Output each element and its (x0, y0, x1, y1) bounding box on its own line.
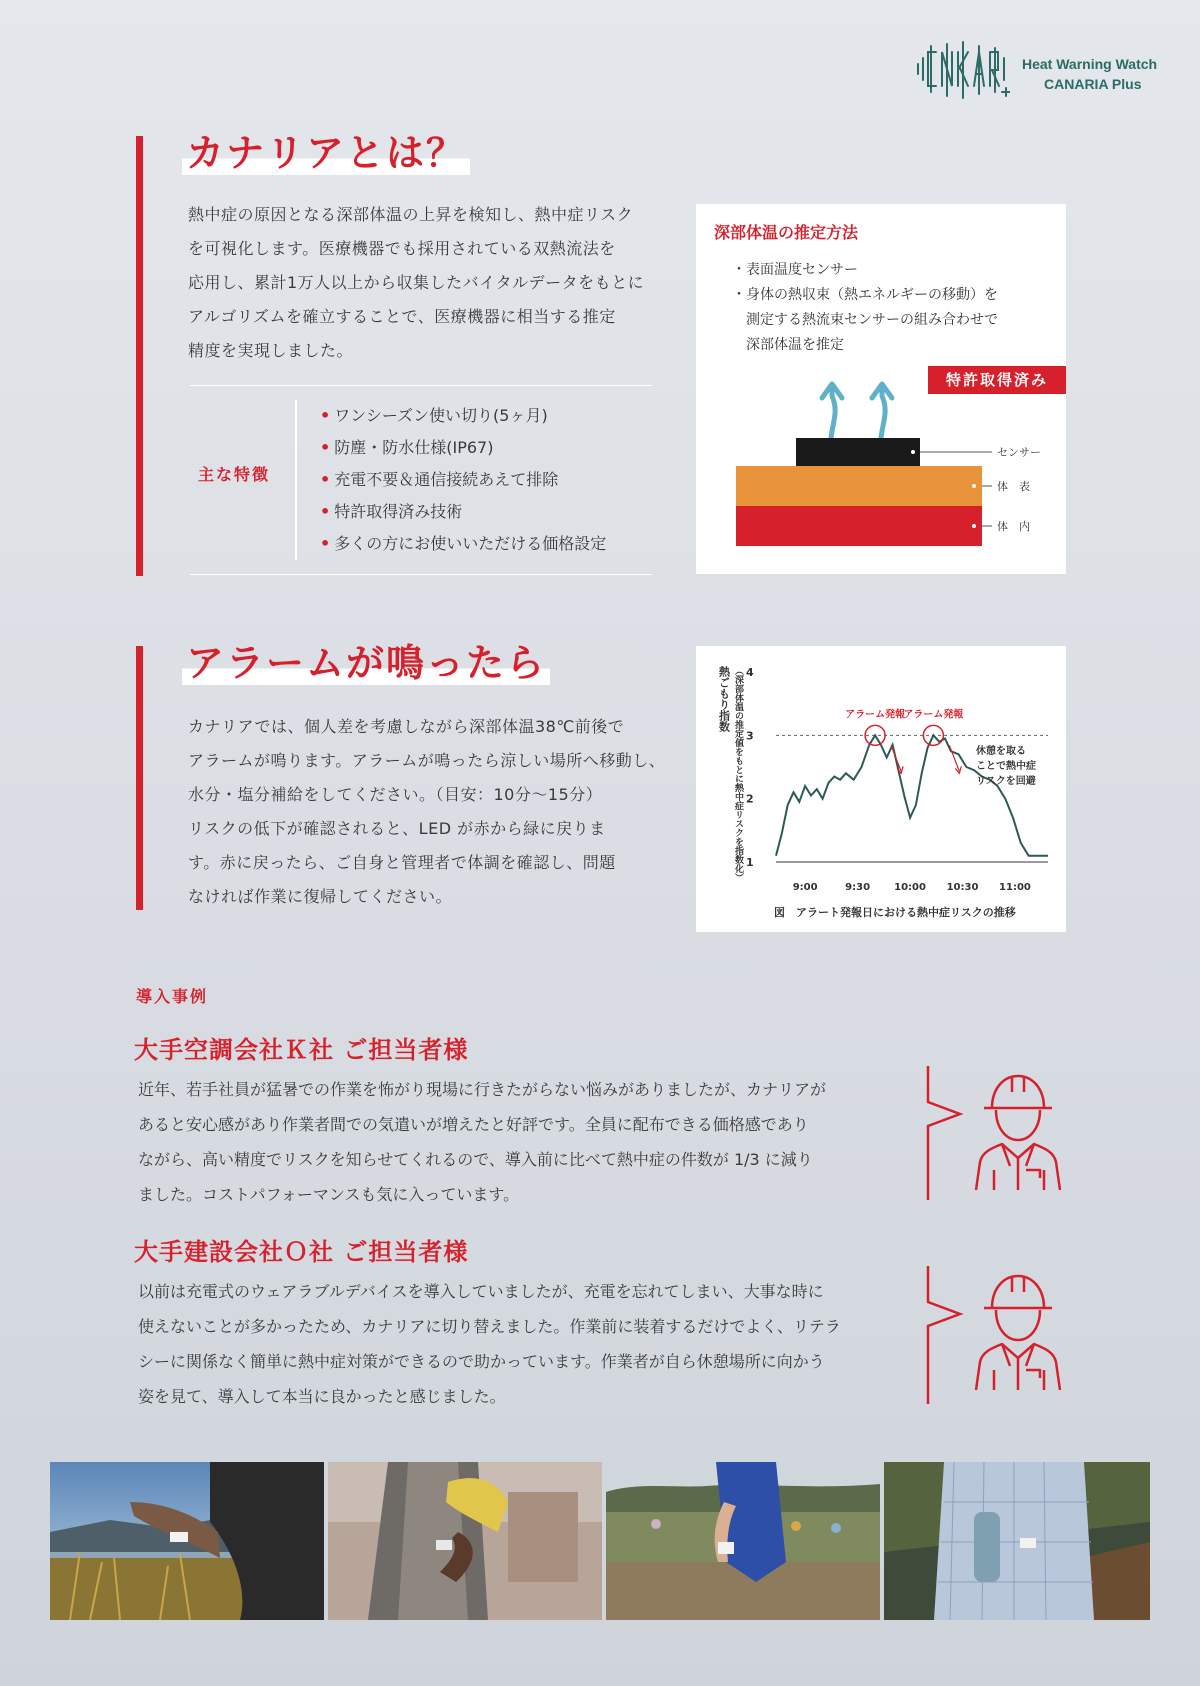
case1-line: あると安心感があり作業者間での気遣いが増えたと好評です。全員に配布できる価格感であり (138, 1115, 809, 1134)
section1-accent-bar (136, 136, 143, 576)
sensor-block (796, 438, 920, 466)
case2-text (138, 1274, 841, 1414)
estimation-method-panel (696, 204, 1066, 574)
panel1-list-item: ・身体の熱収束（熱エネルギーの移動）を (732, 287, 998, 303)
section2-line: リスクの低下が確認されると、LED が赤から緑に戻りま (188, 819, 606, 838)
feature-item: • 防塵・防水仕様(IP67) (320, 438, 494, 457)
risk-chart (696, 646, 1066, 932)
panel1-title: 深部体温の推定方法 (714, 223, 859, 242)
panel1-list-item: 測定する熱流束センサーの組み合わせで (732, 312, 998, 328)
section1-line: 熱中症の原因となる深部体温の上昇を検知し、熱中症リスク (188, 205, 634, 224)
skin-surface-layer (736, 466, 982, 506)
section1-line: 応用し、累計1万人以上から収集したバイタルデータをもとに (188, 273, 645, 292)
case1-title: 大手空調会社Ｋ社 ご担当者様 (134, 1036, 469, 1064)
section2-title: アラームが鳴ったら (182, 640, 550, 686)
y-tick-label: 4 (746, 666, 754, 679)
case1-line: ました。コストパフォーマンスも気に入っています。 (138, 1185, 520, 1204)
y-tick-label: 2 (746, 792, 754, 806)
case2-line: 使えないことが多かったため、カナリアに切り替えました。作業前に装着するだけでよく、リテラ (138, 1317, 841, 1336)
features-divider (295, 400, 297, 560)
patent-badge: 特許取得済み (928, 366, 1066, 394)
section2-paragraph (188, 710, 665, 914)
y-tick-label: 1 (746, 856, 754, 869)
chart-caption: 図 アラート発報日における熱中症リスクの推移 (774, 906, 1016, 919)
section2-line: す。赤に戻ったら、ご自身と管理者で体調を確認し、問題 (188, 853, 616, 872)
chart-ylabel-text: 熱ごもり指数 (717, 666, 731, 732)
section2-line: カナリアでは、個人差を考慮しながら深部体温38℃前後で (188, 717, 625, 736)
feature-item: • 特許取得済み技術 (320, 502, 463, 521)
rest-note-text: リスクを回避 (976, 776, 1036, 787)
worker-helmet-icon (976, 1076, 1060, 1190)
rest-note-text: 休憩を取る (976, 746, 1026, 757)
case2-line: シーに関係なく簡単に熱中症対策ができるので助かっています。作業者が自ら休憩場所に向かう (138, 1352, 825, 1371)
feature-item: • ワンシーズン使い切り(5ヶ月) (320, 406, 548, 425)
chart-ylabel (718, 665, 745, 882)
case2-speech-bracket (920, 1262, 1070, 1406)
logo-line-1: Heat Warning Watch (1022, 56, 1158, 72)
x-tick-label: 11:00 (999, 882, 1031, 893)
case2-line: 姿を見て、導入して本当に良かったと感じました。 (138, 1387, 506, 1406)
photo-construction-worker (328, 1462, 602, 1620)
sensor-diagram (696, 374, 1066, 574)
case1-line: 近年、若手社員が猛暑での作業を怖がり現場に行きたがらない悩みがありましたが、カナリアが (138, 1080, 827, 1099)
case1-line: ながら、高い精度でリスクを知らせてくれるので、導入前に比べて熱中症の件数が 1/3 に減り (138, 1150, 813, 1169)
cases-label: 導入事例 (136, 987, 209, 1006)
chart-ylabel-text: （深部体温の推定値をもとに熱中症リスクを指数化） (733, 666, 743, 882)
surface-label: 体 表 (997, 480, 1030, 493)
section1-divider-top (190, 385, 652, 386)
section2-line: なければ作業に復帰してください。 (188, 887, 453, 906)
x-tick-label: 10:30 (946, 882, 979, 893)
feature-item: • 多くの方にお使いいただける価格設定 (320, 534, 607, 553)
photo-man-bottle (884, 1462, 1150, 1620)
photo-field-worker (50, 1462, 324, 1620)
alarm-label: アラーム発報 (845, 709, 906, 721)
y-tick-label: 3 (746, 729, 754, 743)
features-list (320, 400, 606, 560)
panel1-list (732, 258, 998, 358)
alarm-arrow-icon (891, 745, 901, 771)
x-tick-label: 10:00 (894, 882, 926, 893)
worker-helmet-icon (976, 1276, 1060, 1390)
section1-line: を可視化します。医療機器でも採用されている双熱流法を (188, 239, 616, 258)
section2-line: 水分・塩分補給をしてください。（目安：10分〜15分） (188, 785, 603, 804)
section1-paragraph (188, 198, 644, 368)
section1-title: カナリアとは？ (182, 130, 470, 176)
case1-speech-bracket (920, 1062, 1070, 1202)
alarm-arrow-icon (949, 745, 959, 771)
risk-chart-panel (696, 646, 1066, 932)
sensor-label: センサー (997, 446, 1041, 459)
case2-title: 大手建設会社Ｏ社 ご担当者様 (134, 1238, 469, 1266)
features-label: 主な特徴 (198, 465, 271, 484)
section1-divider-bottom (190, 574, 652, 575)
panel1-list-item: ・表面温度センサー (732, 262, 858, 278)
section1-line: アルゴリズムを確立することで、医療機器に相当する推定 (188, 307, 616, 326)
brand-logo (914, 40, 1158, 100)
section2-line: アラームが鳴ります。アラームが鳴ったら涼しい場所へ移動し、 (188, 751, 666, 770)
canaria-logo-icon (914, 40, 1010, 100)
photo-child-park (606, 1462, 880, 1620)
x-tick-label: 9:30 (845, 882, 871, 893)
body-inner-layer (736, 506, 982, 546)
x-tick-label: 9:00 (792, 882, 818, 893)
case1-text (138, 1072, 826, 1212)
rest-note-text: ことで熱中症 (976, 761, 1036, 772)
section1-line: 精度を実現しました。 (188, 341, 354, 360)
alarm-label: アラーム発報 (903, 709, 964, 721)
case2-line: 以前は充電式のウェアラブルデバイスを導入していましたが、充電を忘れてしまい、大事な時に (138, 1282, 824, 1301)
inner-label: 体 内 (997, 520, 1030, 533)
feature-item: • 充電不要＆通信接続あえて排除 (320, 470, 559, 489)
section2-accent-bar (136, 646, 143, 910)
logo-line-2: CANARIA Plus (1044, 76, 1142, 92)
panel1-list-item: 深部体温を推定 (732, 337, 844, 353)
